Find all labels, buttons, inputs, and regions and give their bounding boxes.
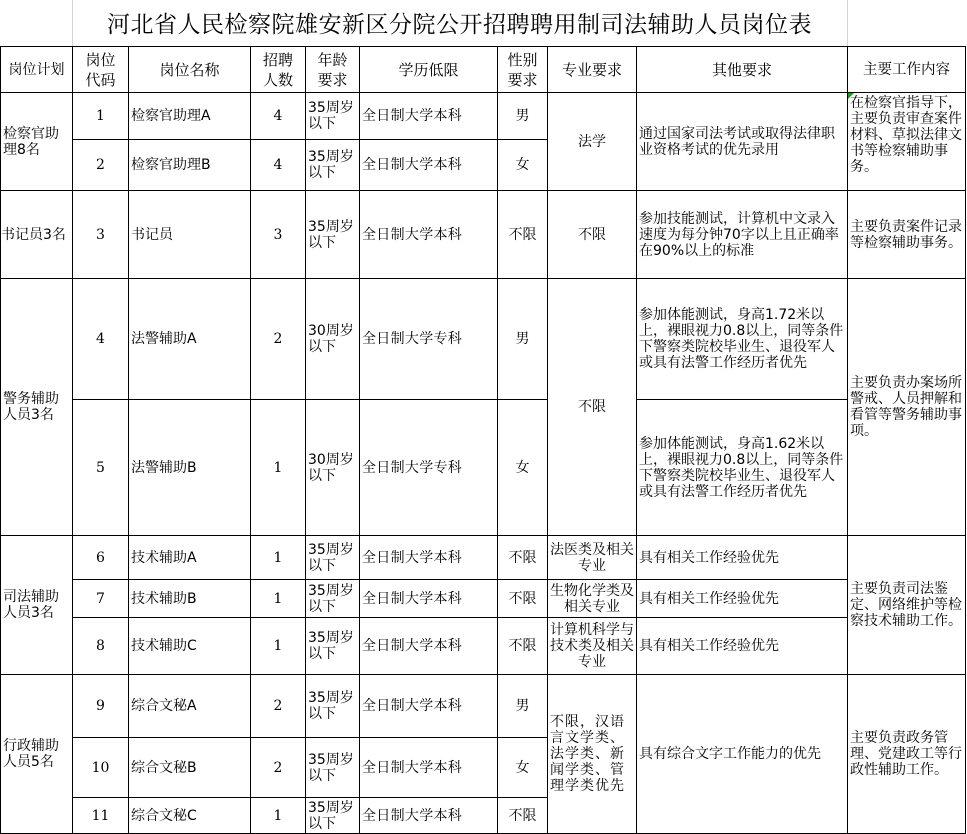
header-age[interactable]: 年龄要求	[306, 47, 360, 93]
age-cell[interactable]: 35周岁以下	[306, 580, 360, 618]
age-cell[interactable]: 35周岁以下	[306, 93, 360, 140]
major-cell[interactable]: 不限	[548, 191, 637, 279]
count-cell[interactable]: 1	[251, 400, 306, 536]
count-cell[interactable]: 1	[251, 580, 306, 618]
name-cell[interactable]: 检察官助理A	[129, 93, 251, 140]
positions-table	[0, 46, 966, 834]
age-cell[interactable]: 35周岁以下	[306, 536, 360, 580]
header-code[interactable]: 岗位代码	[73, 47, 129, 93]
gender-cell[interactable]: 不限	[498, 580, 548, 618]
code-cell[interactable]: 2	[73, 140, 129, 191]
age-cell[interactable]: 35周岁以下	[306, 191, 360, 279]
other-cell[interactable]: 具有综合文字工作能力的优先	[637, 675, 848, 834]
table-row	[1, 580, 966, 618]
header-gender[interactable]: 性别要求	[498, 47, 548, 93]
comment-indicator-icon	[848, 93, 854, 99]
gender-cell[interactable]: 男	[498, 675, 548, 738]
plan-cell[interactable]: 行政辅助人员5名	[1, 675, 73, 834]
code-cell[interactable]: 1	[73, 93, 129, 140]
code-cell[interactable]: 11	[73, 798, 129, 834]
gender-cell[interactable]: 不限	[498, 536, 548, 580]
header-count[interactable]: 招聘人数	[251, 47, 306, 93]
education-cell[interactable]: 全日制大学本科	[360, 140, 498, 191]
age-cell[interactable]: 35周岁以下	[306, 798, 360, 834]
header-duty[interactable]: 主要工作内容	[848, 47, 966, 93]
gender-cell[interactable]: 女	[498, 140, 548, 191]
major-cell[interactable]: 计算机科学与技术类及相关专业	[548, 618, 637, 675]
header-other[interactable]: 其他要求	[637, 47, 848, 93]
table-row	[1, 400, 966, 536]
education-cell[interactable]: 全日制大学本科	[360, 738, 498, 798]
code-cell[interactable]: 9	[73, 675, 129, 738]
gender-cell[interactable]: 男	[498, 93, 548, 140]
plan-cell[interactable]: 检察官助理8名	[1, 93, 73, 191]
title-row	[0, 0, 967, 46]
major-cell[interactable]: 法学	[548, 93, 637, 191]
count-cell[interactable]: 1	[251, 536, 306, 580]
count-cell[interactable]: 4	[251, 140, 306, 191]
count-cell[interactable]: 4	[251, 93, 306, 140]
count-cell[interactable]: 1	[251, 798, 306, 834]
education-cell[interactable]: 全日制大学本科	[360, 191, 498, 279]
count-cell[interactable]: 1	[251, 618, 306, 675]
education-cell[interactable]: 全日制大学本科	[360, 618, 498, 675]
major-cell[interactable]: 不限	[548, 279, 637, 536]
code-cell[interactable]: 3	[73, 191, 129, 279]
education-cell[interactable]: 全日制大学本科	[360, 580, 498, 618]
education-cell[interactable]: 全日制大学专科	[360, 279, 498, 400]
code-cell[interactable]: 10	[73, 738, 129, 798]
count-cell[interactable]: 2	[251, 738, 306, 798]
name-cell[interactable]: 技术辅助B	[129, 580, 251, 618]
education-cell[interactable]: 全日制大学本科	[360, 536, 498, 580]
table-row	[1, 191, 966, 279]
duty-cell[interactable]: 主要负责政务管理、党建政工等行政性辅助工作。	[848, 675, 966, 834]
education-cell[interactable]: 全日制大学专科	[360, 400, 498, 536]
major-cell[interactable]: 生物化学类及相关专业	[548, 580, 637, 618]
name-cell[interactable]: 综合文秘B	[129, 738, 251, 798]
page-title[interactable]: 河北省人民检察院雄安新区分院公开招聘聘用制司法辅助人员岗位表	[107, 12, 812, 38]
gender-cell[interactable]: 女	[498, 400, 548, 536]
other-cell[interactable]: 具有相关工作经验优先	[637, 536, 848, 580]
duty-cell[interactable]: 主要负责案件记录等检察辅助事务。	[848, 191, 966, 279]
major-cell[interactable]: 不限，汉语言文学类、法学类、新闻学类、管理学类优先	[548, 675, 637, 834]
age-cell[interactable]: 30周岁以下	[306, 400, 360, 536]
other-cell[interactable]: 通过国家司法考试或取得法律职业资格考试的优先录用	[637, 93, 848, 191]
gender-cell[interactable]: 不限	[498, 798, 548, 834]
age-cell[interactable]: 35周岁以下	[306, 618, 360, 675]
other-cell[interactable]: 具有相关工作经验优先	[637, 580, 848, 618]
age-cell[interactable]: 30周岁以下	[306, 279, 360, 400]
gender-cell[interactable]: 不限	[498, 191, 548, 279]
other-cell[interactable]: 参加体能测试，身高1.62米以上，裸眼视力0.8以上，同等条件下警察类院校毕业生、退役军人或具有法警工作经历者优先	[637, 400, 848, 536]
education-cell[interactable]: 全日制大学本科	[360, 93, 498, 140]
name-cell[interactable]: 书记员	[129, 191, 251, 279]
code-cell[interactable]: 7	[73, 580, 129, 618]
age-cell[interactable]: 35周岁以下	[306, 140, 360, 191]
table-row	[1, 618, 966, 675]
other-cell[interactable]: 具有相关工作经验优先	[637, 618, 848, 675]
gender-cell[interactable]: 男	[498, 279, 548, 400]
name-cell[interactable]: 检察官助理B	[129, 140, 251, 191]
table-row	[1, 279, 966, 400]
other-cell[interactable]: 参加技能测试，计算机中文录入速度为每分钟70字以上且正确率在90%以上的标准	[637, 191, 848, 279]
header-row	[1, 47, 966, 93]
education-cell[interactable]: 全日制大学本科	[360, 675, 498, 738]
gender-cell[interactable]: 不限	[498, 618, 548, 675]
plan-cell[interactable]: 司法辅助人员3名	[1, 536, 73, 675]
table-row	[1, 536, 966, 580]
other-cell[interactable]: 参加体能测试，身高1.72米以上，裸眼视力0.8以上，同等条件下警察类院校毕业生、退役军人或具有法警工作经历者优先	[637, 279, 848, 400]
plan-cell[interactable]: 警务辅助人员3名	[1, 279, 73, 536]
gridline	[847, 0, 848, 46]
table-row	[1, 675, 966, 738]
code-cell[interactable]: 4	[73, 279, 129, 400]
header-major[interactable]: 专业要求	[548, 47, 637, 93]
code-cell[interactable]: 6	[73, 536, 129, 580]
age-cell[interactable]: 35周岁以下	[306, 738, 360, 798]
duty-cell[interactable]: 主要负责办案场所警戒、人员押解和看管等警务辅助事项。	[848, 279, 966, 536]
name-cell[interactable]: 综合文秘A	[129, 675, 251, 738]
count-cell[interactable]: 2	[251, 279, 306, 400]
duty-text: 在检察官指导下，主要负责审查案件材料、草拟法律文书等检察辅助事务。	[850, 95, 962, 175]
code-cell[interactable]: 8	[73, 618, 129, 675]
name-cell[interactable]: 综合文秘C	[129, 798, 251, 834]
duty-cell[interactable]	[848, 93, 966, 191]
gender-cell[interactable]: 女	[498, 738, 548, 798]
count-cell[interactable]: 2	[251, 675, 306, 738]
name-cell[interactable]: 技术辅助A	[129, 536, 251, 580]
header-name[interactable]: 岗位名称	[129, 47, 251, 93]
name-cell[interactable]: 法警辅助B	[129, 400, 251, 536]
plan-cell[interactable]: 书记员3名	[1, 191, 73, 279]
duty-cell[interactable]: 主要负责司法鉴定、网络维护等检察技术辅助工作。	[848, 536, 966, 675]
header-education[interactable]: 学历低限	[360, 47, 498, 93]
major-cell[interactable]: 法医类及相关专业	[548, 536, 637, 580]
count-cell[interactable]: 3	[251, 191, 306, 279]
name-cell[interactable]: 技术辅助C	[129, 618, 251, 675]
education-cell[interactable]: 全日制大学本科	[360, 798, 498, 834]
header-plan[interactable]: 岗位计划	[1, 47, 73, 93]
table-row	[1, 93, 966, 140]
code-cell[interactable]: 5	[73, 400, 129, 536]
age-cell[interactable]: 35周岁以下	[306, 675, 360, 738]
name-cell[interactable]: 法警辅助A	[129, 279, 251, 400]
